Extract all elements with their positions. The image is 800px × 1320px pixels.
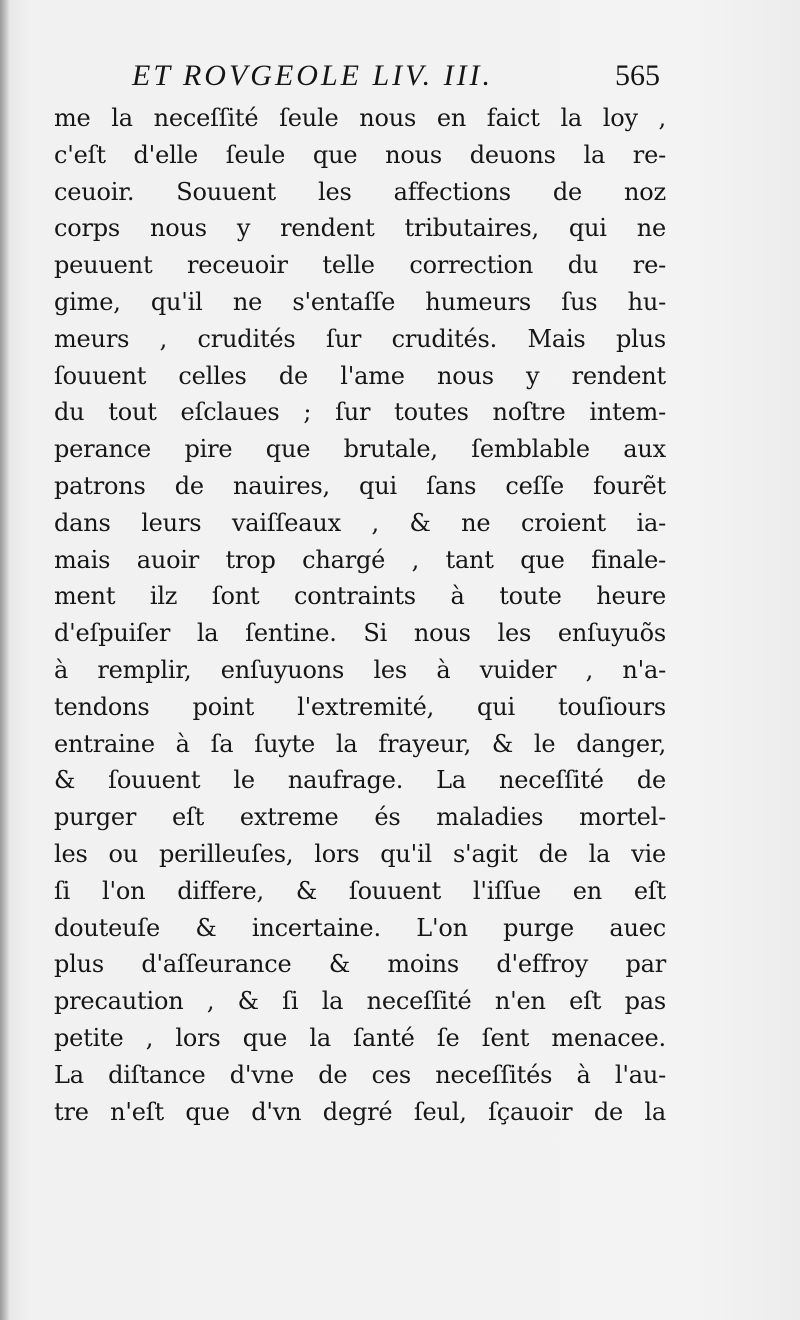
text-line: dans leurs vaiſſeaux , & ne croient ia-	[54, 508, 666, 537]
page-header	[54, 56, 666, 96]
text-line: patrons de nauires, qui ſans ceſſe fourẽt	[54, 471, 666, 500]
text-line: ment ilz ſont contraints à toute heure	[54, 582, 666, 611]
text-line: gime, qu'il ne s'entaſſe humeurs ſus hu-	[54, 287, 666, 316]
text-line: perance pire que brutale, ſemblable aux	[54, 435, 666, 464]
text-line: ceuoir. Souuent les affections de noz	[54, 177, 666, 206]
body-text	[54, 100, 666, 1130]
page-gutter-shadow	[0, 0, 10, 1320]
text-line: à remplir, enſuyuons les à vuider , n'a-	[54, 655, 666, 684]
text-line: plus d'aſſeurance & moins d'effroy par	[54, 950, 666, 979]
text-line: douteuſe & incertaine. L'on purge auec	[54, 913, 666, 942]
text-line: du tout eſclaues ; ſur toutes noſtre intem-	[54, 398, 666, 427]
text-line: d'eſpuiſer la ſentine. Si nous les enſuyuõs	[54, 619, 666, 648]
text-line: ſouuent celles de l'ame nous y rendent	[54, 361, 666, 390]
text-line: corps nous y rendent tributaires, qui ne	[54, 214, 666, 243]
text-line: me la neceſſité ſeule nous en faict la loy ,	[54, 104, 666, 132]
text-line: La diſtance d'vne de ces neceſſités à l'au-	[54, 1060, 666, 1089]
text-line: meurs , crudités ſur crudités. Mais plus	[54, 324, 666, 353]
running-head: ET ROVGEOLE LIV. III.	[132, 59, 494, 92]
text-line: c'eſt d'elle ſeule que nous deuons la re-	[54, 140, 666, 169]
text-line: tendons point l'extremité, qui touſiours	[54, 692, 666, 721]
text-line: ſi l'on differe, & ſouuent l'iſſue en eſt	[54, 876, 666, 905]
text-line: les ou perilleuſes, lors qu'il s'agit de la vie	[54, 839, 666, 868]
text-line: precaution , & ſi la neceſſité n'en eſt pas	[54, 987, 666, 1016]
text-line: purger eſt extreme és maladies mortel-	[54, 803, 666, 832]
text-line: mais auoir trop chargé , tant que finale-	[54, 545, 666, 574]
text-line: petite , lors que la ſanté ſe ſent menacee.	[54, 1023, 666, 1052]
text-line: entraine à ſa ſuyte la frayeur, & le danger,	[54, 729, 666, 758]
text-line: & ſouuent le naufrage. La neceſſité de	[54, 766, 666, 795]
page-number: 565	[615, 59, 660, 92]
text-line: tre n'eſt que d'vn degré ſeul, ſçauoir de la	[54, 1097, 666, 1126]
text-line: peuuent receuoir telle correction du re-	[54, 251, 666, 280]
